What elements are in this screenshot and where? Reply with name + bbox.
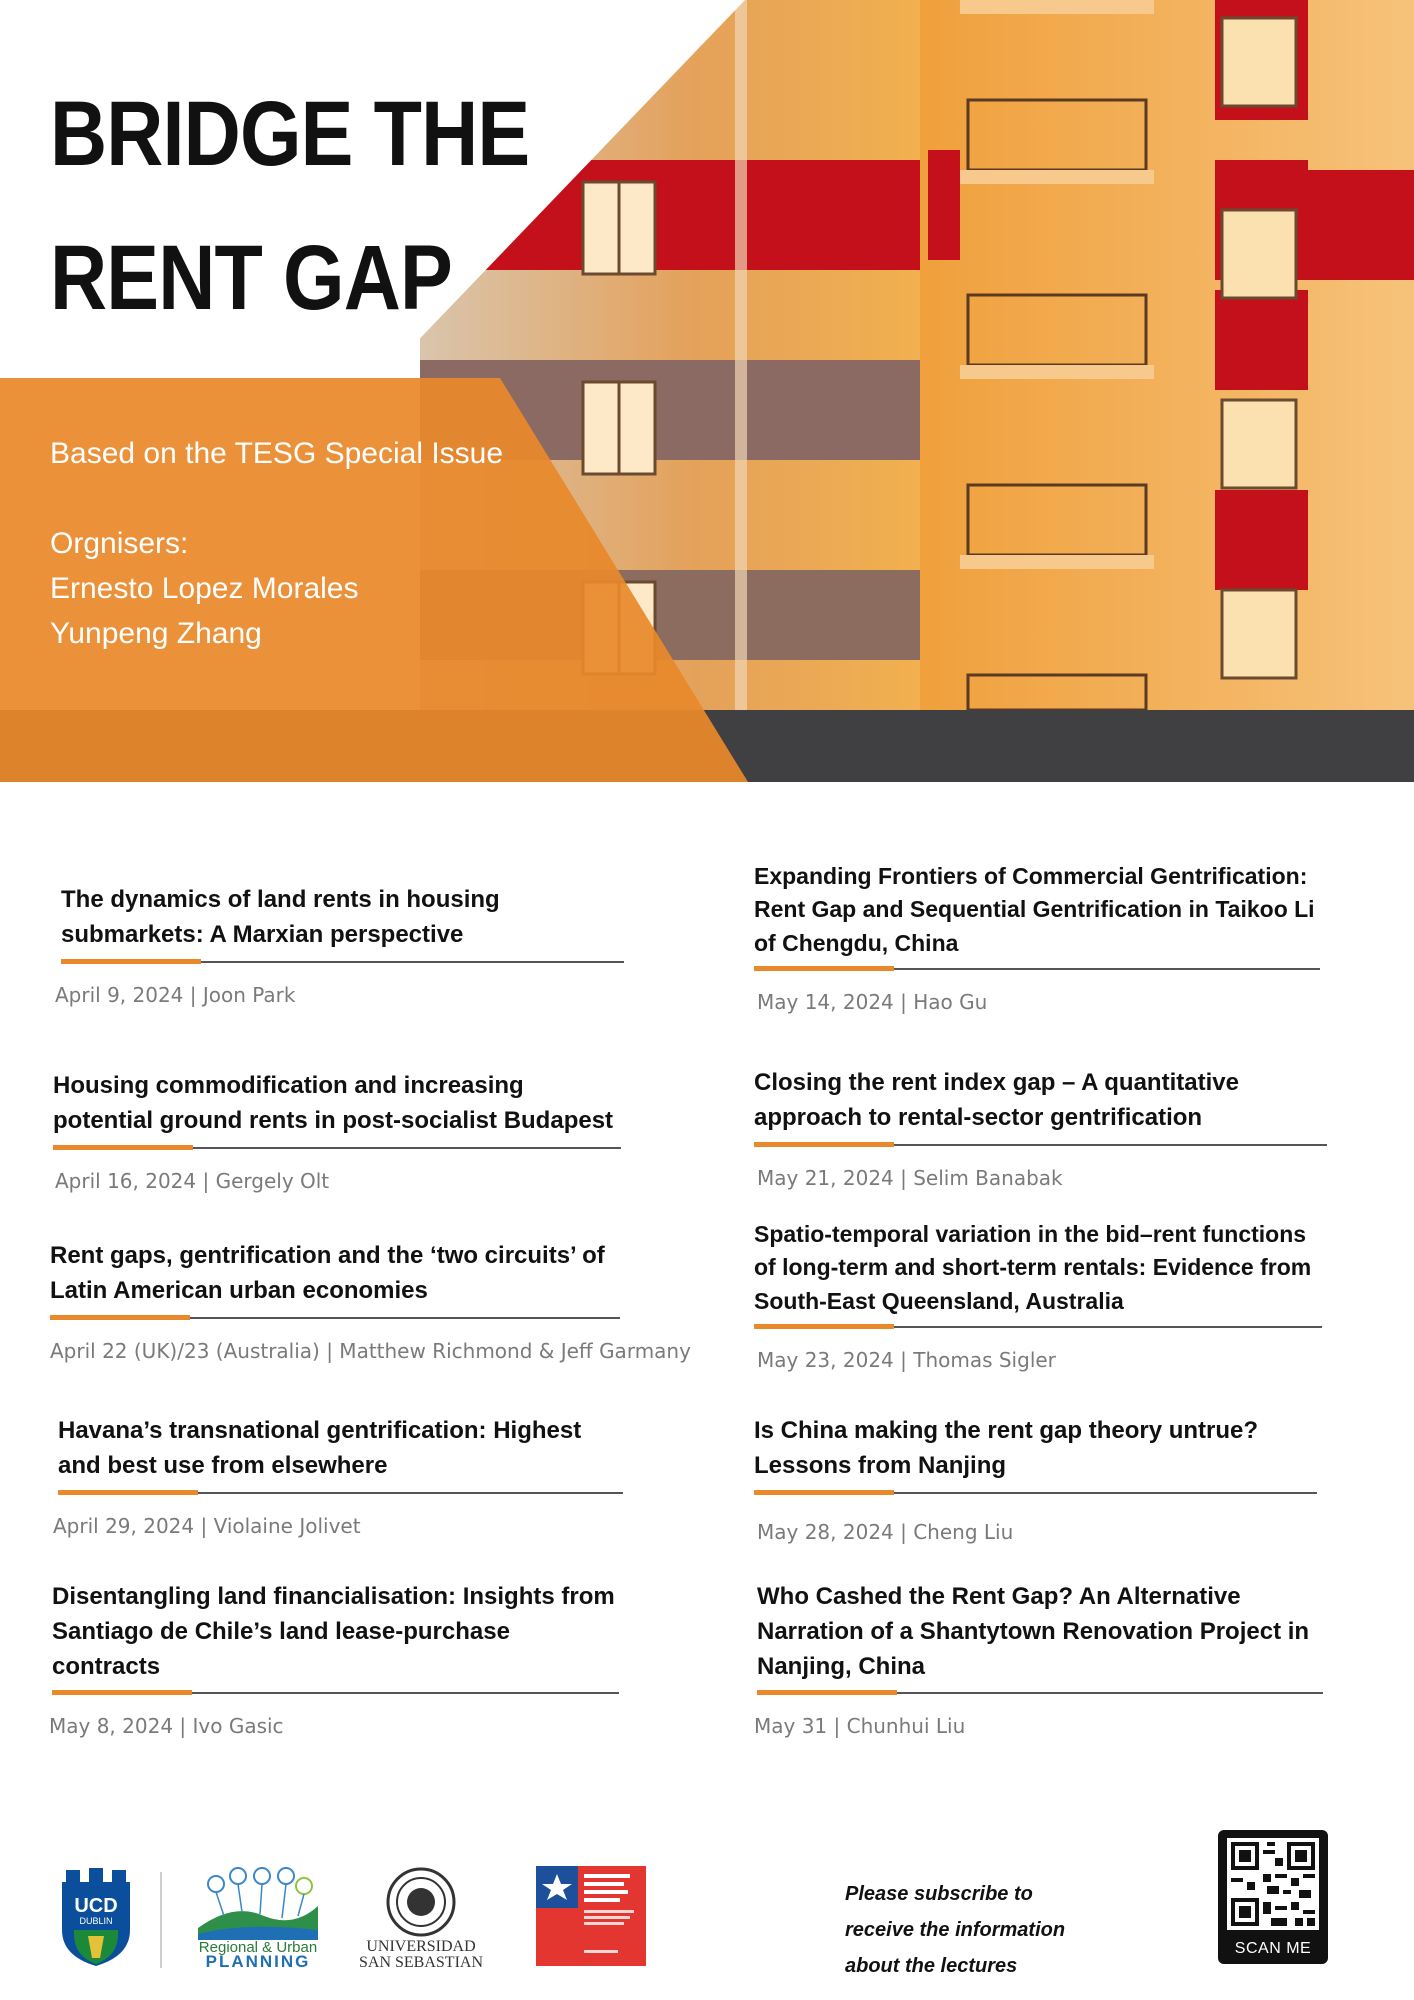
rup-line1: Regional & Urban <box>198 1939 318 1956</box>
talk-item <box>754 1580 1323 1739</box>
rup-line2: PLANNING <box>205 1952 311 1968</box>
divider <box>61 961 624 963</box>
talk-date-speaker: May 8, 2024 | Ivo Gasic <box>49 1714 284 1739</box>
divider <box>754 1144 1327 1146</box>
talk-date-speaker: May 14, 2024 | Hao Gu <box>757 990 988 1015</box>
divider <box>50 1317 620 1319</box>
talk-date-speaker: April 22 (UK)/23 (Australia) | Matthew Richmond & Jeff Garmany <box>50 1338 691 1363</box>
subtitle: Based on the TESG Special Issue <box>50 437 504 470</box>
talk-item <box>50 1239 691 1363</box>
subscribe-line: Please subscribe to <box>845 1883 1033 1905</box>
talk-title: The dynamics of land rents in housing submarkets: A Marxian perspective <box>61 886 500 948</box>
divider <box>754 1326 1322 1328</box>
talk-title: Disentangling land financialisation: Insights from Santiago de Chile’s land lease-purchase contracts <box>52 1583 615 1680</box>
talk-date-speaker: April 29, 2024 | Violaine Jolivet <box>53 1513 361 1538</box>
talk-item <box>53 1414 623 1538</box>
talk-item <box>754 1066 1327 1190</box>
talk-item <box>754 1218 1322 1372</box>
talk-title: Havana’s transnational gentrification: Highest and best use from elsewhere <box>58 1417 582 1479</box>
qr-code[interactable] <box>1218 1830 1328 1964</box>
talk-date-speaker: May 31 | Chunhui Liu <box>754 1714 966 1739</box>
talk-item <box>53 1069 621 1193</box>
organisers-label: Orgnisers: <box>50 527 189 560</box>
talk-title: Spatio-temporal variation in the bid–rent functions of long-term and short-term rentals: Evidence from South-East Queensland, Australia <box>754 1221 1312 1314</box>
talk-title: Expanding Frontiers of Commercial Gentrification: Rent Gap and Sequential Gentrification in Taikoo Li of Chengdu, China <box>754 863 1315 956</box>
talk-date-speaker: May 21, 2024 | Selim Banabak <box>757 1165 1063 1190</box>
talk-item <box>754 860 1322 1014</box>
organiser-name: Yunpeng Zhang <box>50 617 262 650</box>
talk-title: Is China making the rent gap theory untrue? Lessons from Nanjing <box>754 1417 1259 1479</box>
divider <box>757 1692 1323 1694</box>
regional-urban-planning-logo <box>194 1866 322 1968</box>
subscribe-line: about the lectures <box>845 1955 1018 1977</box>
talk-title: Closing the rent index gap – A quantitative approach to rental-sector gentrification <box>754 1069 1239 1131</box>
talk-title: Housing commodification and increasing potential ground rents in post-socialist Budapest <box>53 1072 614 1134</box>
talk-item <box>55 883 624 1007</box>
svg-text:DUBLIN: DUBLIN <box>79 1916 113 1926</box>
talk-item <box>49 1580 619 1739</box>
talk-date-speaker: May 23, 2024 | Thomas Sigler <box>757 1348 1056 1373</box>
divider <box>52 1692 619 1694</box>
subscribe-note <box>845 1876 1105 1984</box>
divider <box>53 1147 621 1149</box>
poster-title-line2: RENT GAP <box>50 227 452 329</box>
talk-title: Who Cashed the Rent Gap? An Alternative Narration of a Shantytown Renovation Project in Nanjing, China <box>757 1583 1310 1680</box>
svg-text:UCD: UCD <box>74 1895 118 1917</box>
talk-date-speaker: May 28, 2024 | Cheng Liu <box>757 1519 1014 1544</box>
ucd-logo <box>60 1868 132 1968</box>
subscribe-line: receive the information <box>845 1919 1066 1941</box>
qr-pattern <box>1227 1838 1319 1930</box>
universidad-san-sebastian-logo <box>348 1866 494 1970</box>
uss-line2: SAN SEBASTIAN <box>358 1954 484 1970</box>
talk-item <box>754 1414 1317 1544</box>
poster-title-line1: BRIDGE THE <box>50 83 530 185</box>
logo-divider <box>160 1872 162 1968</box>
talk-title: Rent gaps, gentrification and the ‘two circuits’ of Latin American urban economies <box>50 1242 605 1304</box>
organiser-name: Ernesto Lopez Morales <box>50 572 359 605</box>
talk-date-speaker: April 16, 2024 | Gergely Olt <box>55 1168 330 1193</box>
talk-date-speaker: April 9, 2024 | Joon Park <box>55 982 296 1007</box>
divider <box>754 1492 1317 1494</box>
uss-line1: UNIVERSIDAD <box>366 1938 476 1955</box>
anid-logo <box>536 1866 646 1966</box>
divider <box>58 1492 623 1494</box>
hero-banner <box>0 0 1414 782</box>
divider <box>754 968 1320 970</box>
qr-label: SCAN ME <box>1234 1940 1312 1957</box>
